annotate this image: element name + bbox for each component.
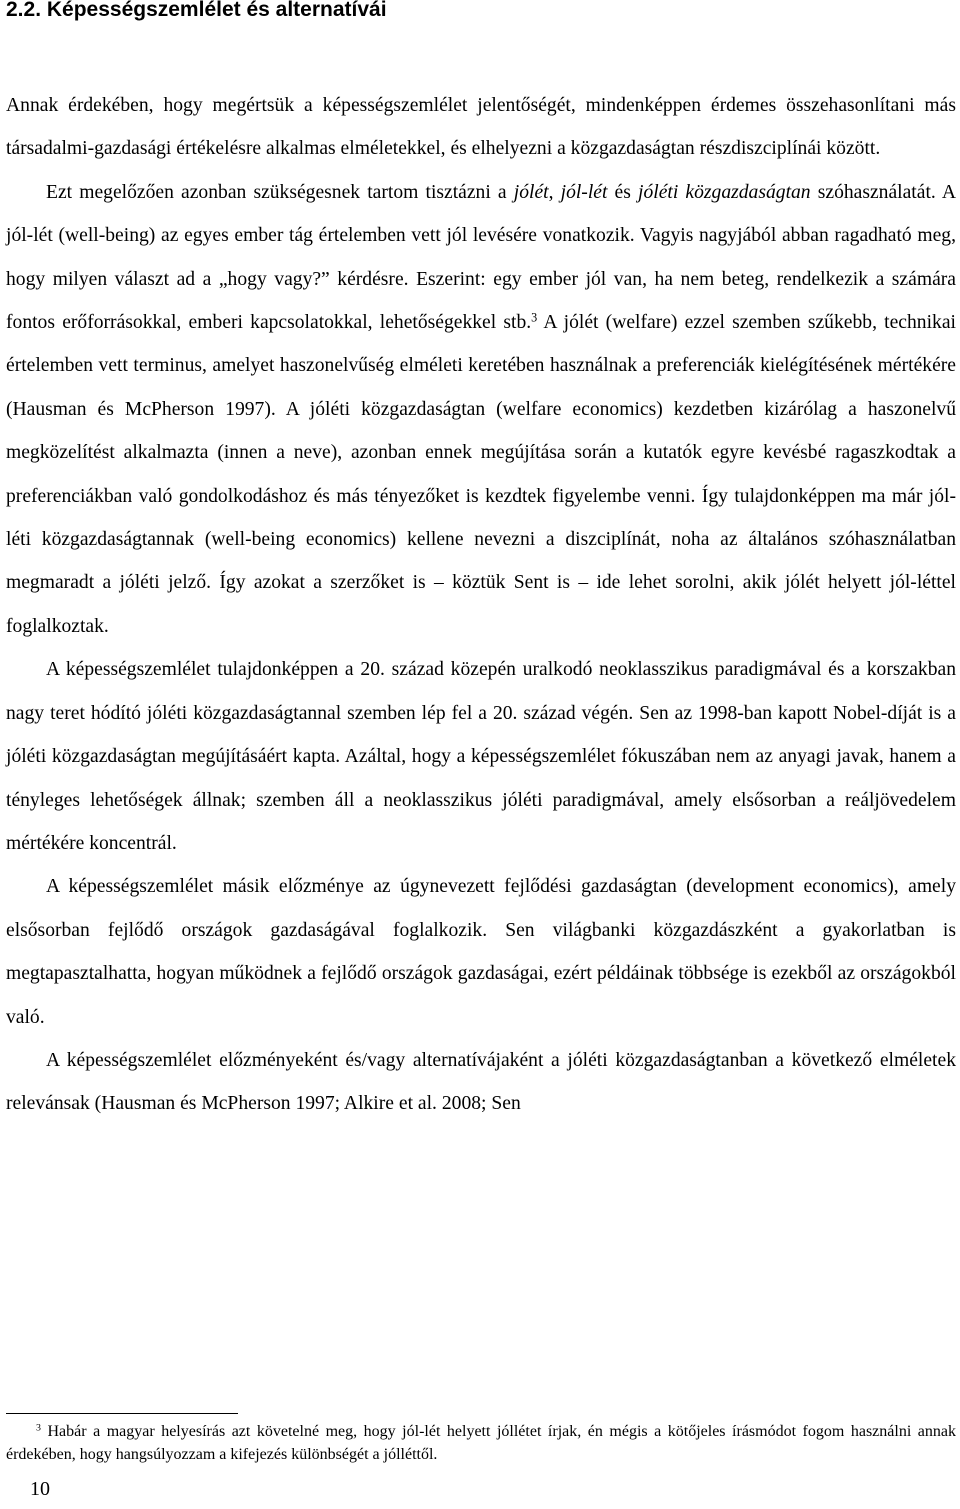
paragraph-alternatives-text: A képességszemlélet előzményeként és/vagy alternatívájaként a jóléti közgazdaságtanban a következő elméletek relevánsak (Hausman és McPherson 1997; Alkire et al. 2008; Sen (6, 1049, 956, 1115)
footnote (6, 1420, 956, 1466)
paragraph-development-text: A képességszemlélet másik előzménye az úgynevezett fejlődési gazdaságtan (development economics), amely elsősorban fejlődő országok gazdaságával foglalkozik. Sen világbanki közgazdászként a gyakorlatban is megtapasztalhatta, hogyan működnek a fejlődő országok gazdaságai, ezért példáinak többsége is ezekből az országokból való. (6, 876, 956, 1028)
footnote-reference: 3 (531, 310, 538, 325)
footnote-separator (6, 1413, 238, 1414)
paragraph-terminology (6, 171, 956, 648)
paragraph-intro (6, 84, 956, 171)
term-joleti-kozgazdasagtan: jóléti közgazdaságtan (638, 181, 811, 203)
footnote-text: Habár a magyar helyesírás azt követelné meg, hogy jól-lét helyett jóllétet írjak, én mégis a kötőjeles írásmódot fogom használni annak érdekében, hogy hangsúlyozzam a kifejezés különbségét a jólléttől. (6, 1423, 956, 1463)
footnote-number: 3 (36, 1422, 41, 1434)
text-run: szóhasználatát. A jól-lét (well-being) az egyes ember tág értelemben vett jól levésére vonatkozik. Vagyis nagyjából abban ragadható meg, hogy milyen választ ad a „hogy vagy?” kérdésre. Eszerint: egy ember jól van, ha nem beteg, rendelkezik a számára fontos erőforrásokkal, emberi kapcsolatokkal, lehetőségekkel stb. (6, 181, 956, 334)
term-jolet: jólét (513, 181, 549, 203)
text-run: A jólét (welfare) ezzel szemben szűkebb, technikai értelemben vett terminus, amelyet haszonelvűség elméleti keretében használnak a preferenciák kielégítésének mértékére (Hausman és McPherson 1997). A jóléti közgazdaságtan (welfare economics) kezdetben kizárólag a haszonelvű megközelítést alkalmazta (innen a neve), azonban ennek megújítása során a kutatók egyre kevésbé ragaszkodtak a preferenciákban való gondolkodáshoz és más tényezőket is kezdtek figyelembe venni. Így tulajdonképpen ma már jól-léti közgazdaságtannak (well-being economics) kellene nevezni a diszciplínát, noha az általános szóhasználatban megmaradt a jóléti jelző. Így azokat a szerzőket is – köztük Sent is – ide lehet sorolni, akik jólét helyett jól-léttel foglalkoztak. (6, 312, 956, 637)
text-run: , (548, 181, 561, 203)
section-heading: 2.2. Képességszemlélet és alternatívái (6, 0, 387, 21)
page-number: 10 (30, 1478, 50, 1500)
body-text (6, 84, 956, 1126)
paragraph-neoclassical-text: A képességszemlélet tulajdonképpen a 20. század közepén uralkodó neoklasszikus paradigmával és a korszakban nagy teret hódító jóléti közgazdaságtannal szemben lép fel a 20. század végén. Sen az 1998-ban kapott Nobel-díját is a jóléti közgazdaságtan megújításáért kapta. Azáltal, hogy a képességszemlélet fókuszában nem az anyagi javak, hanem a tényleges lehetőségek állnak; szemben áll a neoklasszikus jóléti paradigmával, amely elsősorban a reáljövedelem mértékére koncentrál. (6, 659, 956, 854)
paragraph-development (6, 865, 956, 1039)
term-jol-let: jól-lét (560, 181, 608, 203)
text-run: Ezt megelőzően azonban szükségesnek tartom tisztázni a (46, 181, 514, 203)
paragraph-intro-text: Annak érdekében, hogy megértsük a képességszemlélet jelentőségét, mindenképpen érdemes összehasonlítani más társadalmi-gazdasági értékelésre alkalmas elméletekkel, és elhelyezni a közgazdaságtan részdiszciplínái között. (6, 95, 956, 160)
text-run: és (607, 181, 639, 203)
paragraph-neoclassical (6, 648, 956, 865)
paragraph-alternatives (6, 1039, 956, 1126)
